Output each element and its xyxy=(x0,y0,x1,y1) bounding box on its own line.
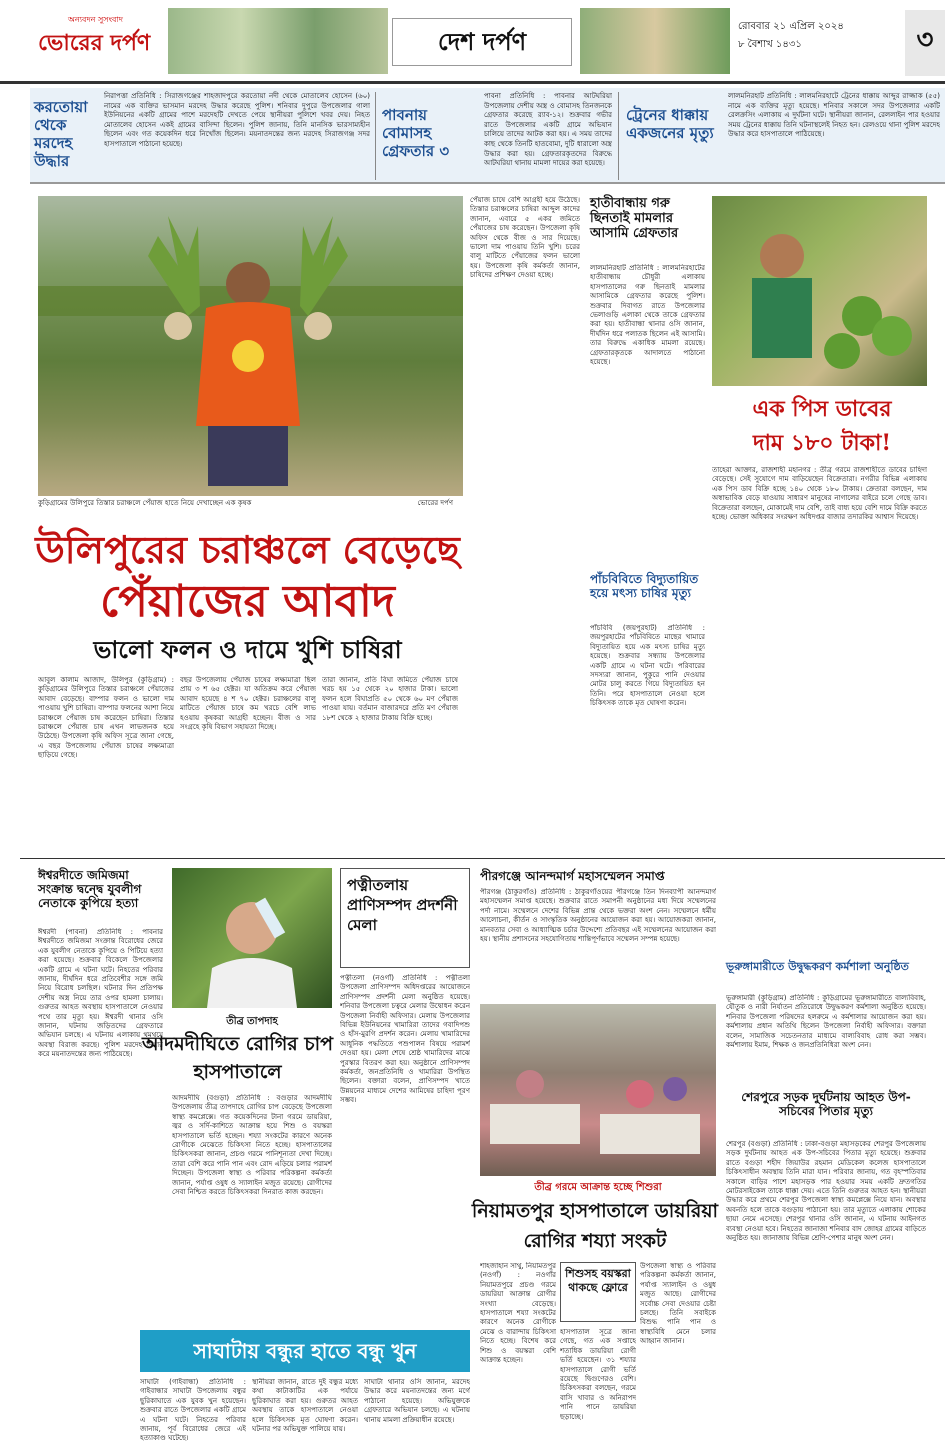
niamatpur-inset: শিশুসহ বয়স্করা থাকছে ফ্লোরে xyxy=(560,1262,636,1322)
section-title: দেশ দর্পণ xyxy=(437,27,527,56)
farm-photo-strip xyxy=(168,8,388,74)
onion-farmer-photo xyxy=(38,196,463,496)
saghata-headline: সাঘাটায় বন্ধুর হাতে বন্ধু খুন xyxy=(140,1330,470,1372)
photo-credit: ভোরের দর্পণ xyxy=(417,499,453,507)
strip-headline-3: ট্রেনের ধাক্কায় একজনের মৃত্যু xyxy=(626,106,714,142)
haatibandha-body: লালমনিরহাট প্রতিনিধি : লালমনিরহাটের হাতীবান্ধায় চৌধুরী এলাকায় হাসপাতালের গরু ছিনতাই মামলার আসামিকে গ্রেফতার করেছে পুলিশ। শুক্রবার দিবাগত রাতে উপজেলার ভেলাগুড়ি এলাকা থেকে তাকে গ্রেফতার করা হয়। হাতীবান্ধা থানার ওসি জানান, দীর্ঘদিন ধরে পলাতক ছিলেন এই আসামি। তার বিরুদ্ধে একাধিক মামলা রয়েছে। গ্রেফতারকৃতকে আদালতে পাঠানো হয়েছে। xyxy=(590,264,705,367)
bhurungamari-body: ভূরুঙ্গামারী (কুড়িগ্রাম) প্রতিনিধি : কুড়িগ্রামের ভূরুঙ্গামারীতে বাল্যবিবাহ, যৌতুক ও নারী নির্যাতন প্রতিরোধে উদ্বুদ্ধকরণ কর্মশালা অনুষ্ঠিত হয়েছে। শনিবার উপজেলা পরিষদের হলরুমে এ কর্মশালার আয়োজন করা হয়। কর্মশালায় প্রধান অতিথি ছিলেন উপজেলা নির্বাহী অফিসার। বক্তারা বলেন, সামাজিক সচেতনতার মাধ্যমে বাল্যবিবাহ রোধ করা সম্ভব। কর্মশালায় ইমাম, শিক্ষক ও জনপ্রতিনিধিরা অংশ নেন। xyxy=(726,994,926,1050)
dab-headline-line2: দাম ১৮০ টাকা! xyxy=(752,430,892,456)
niamatpur-kicker: তীব্র গরমে আক্রান্ত হচ্ছে শিশুরা xyxy=(534,1182,662,1193)
date-bengali: ৮ বৈশাখ ১৪৩১ xyxy=(738,39,802,50)
lead-body-col-2: বছর উপজেলায় পেঁয়াজ চাষের লক্ষ্যমাত্রা ছিল প্রায় ৩ শ ৬৫ হেক্টর। যা অতিক্রম করে পেঁয়াজ আবাদ হয়েছে ৪ শ ৭০ হেক্টর। চরাঞ্চলের বালু মাটিতে পেঁয়াজ চাষে কম খরচে বেশি লাভ হওয়ায় কৃষকরা আগ্রহী হচ্ছেন। বীজ ও সার সংগ্রহে কৃষি বিভাগ সহায়তা দিচ্ছে। xyxy=(180,676,316,732)
coconut-illustration xyxy=(712,196,927,386)
strip-headline-1: করতোয়া থেকে মরদেহ উদ্ধার xyxy=(34,98,88,170)
strip-body-3: লালমনিরহাট প্রতিনিধি : লালমনিরহাটে ট্রেনের ধাক্কায় আব্দুর রাজ্জাক (৫৫) নামে এক ব্যক্তির মৃত্যু হয়েছে। শনিবার সকালে সদর উপজেলার একটি রেলক্রসিং এলাকায় এ দুর্ঘটনা ঘটে। স্থানীয়রা জানান, রেললাইন পার হওয়ার সময় ট্রেনের ধাক্কায় তিনি ঘটনাস্থলেই নিহত হন। রেলওয়ে থানা পুলিশ মরদেহ উদ্ধার করে হাসপাতালে পাঠিয়েছে। xyxy=(728,92,940,139)
sherpur-headline: শেরপুরে সড়ক দুর্ঘটনায় আহত উপ-সচিবের পিতার মৃত্যু xyxy=(741,1090,911,1118)
hospital-illustration xyxy=(480,1004,716,1176)
hospital-ward-photo xyxy=(480,1004,716,1176)
niamatpur-body-col-2: হাসপাতাল সূত্রে জানা গেছে, গত এক সপ্তাহে শতাধিক ডায়রিয়া রোগী ভর্তি হয়েছেন। ৩১ শয্যার হাসপাতালে রোগী ভর্তি রয়েছে দ্বিগুণেরও বেশি। চিকিৎসকরা বলছেন, গরমে বাসি খাবার ও অনিরাপদ পানি পানে ডায়রিয়া ছড়াচ্ছে। xyxy=(560,1328,636,1421)
niamatpur-headline-line1: নিয়ামতপুর হাসপাতালে ডায়রিয়া xyxy=(471,1200,719,1222)
farm-photo-strip-right xyxy=(580,8,730,74)
niamatpur-headline-line2: রোগির শয্যা সংকট xyxy=(523,1230,667,1252)
saghata-body-col-2: স্থানীয়রা জানান, রাতে দুই বন্ধুর মধ্যে কথা কাটাকাটির এক পর্যায়ে ছুরিকাঘাত করা হয়। গুরুতর আহত অবস্থায় তাকে হাসপাতালে নেওয়া হলে চিকিৎসক মৃত ঘোষণা করেন। ঘটনার পর অভিযুক্ত পালিয়ে যায়। xyxy=(252,1378,358,1434)
fish-headline: পাঁচবিবিতে বিদ্যুতায়িত হয়ে মৎস্য চাষির মৃত্যু xyxy=(590,572,699,600)
lead-body-col-4: পেঁয়াজ চাষে বেশি আগ্রহী হয়ে উঠেছে। তিস্তার চরাঞ্চলের চাষিরা আব্দুল কাদের জানান, এবারে ৫ একর জমিতে পেঁয়াজের চাষ করেছেন। উপজেলা কৃষি অফিস থেকে বীজ ও সার দিয়েছে। ভালো দাম পাওয়ায় তিনি খুশি। চরের বালু মাটিতে পেঁয়াজের ফলন ভালো হয়। উপজেলা কৃষি কর্মকর্তা জানান, চাষিদের প্রশিক্ষণ দেওয়া হচ্ছে। xyxy=(470,196,580,280)
divider xyxy=(375,92,376,180)
farmer-illustration xyxy=(38,196,463,496)
lead-subhead: ভালো ফলন ও দামে খুশি চাষিরা xyxy=(93,635,402,664)
adamdighi-headline: আদমদীঘিতে রোগির চাপ হাসপাতালে xyxy=(141,1033,334,1083)
lead-body-col-3: তারা জানান, প্রতি বিঘা জমিতে পেঁয়াজ চাষে খরচ হয় ১৫ থেকে ২০ হাজার টাকা। ভালো ফলন হলে বিঘাপ্রতি ৫০ থেকে ৬০ মণ পেঁয়াজ পাওয়া যায়। বর্তমান বাজারদরে প্রতি মণ পেঁয়াজ ১৮শ থেকে ২ হাজার টাকায় বিক্রি হচ্ছে। xyxy=(322,676,458,722)
masthead xyxy=(0,0,945,84)
date-block xyxy=(738,18,898,68)
haatibandha-headline: হাতীবান্ধায় গরু ছিনতাই মামলার আসামি গ্রেফতার xyxy=(590,196,679,241)
sherpur-body: শেরপুর (বগুড়া) প্রতিনিধি : ঢাকা-বগুড়া মহাসড়কের শেরপুর উপজেলায় সড়ক দুর্ঘটনায় আহত এক উপ-সচিবের পিতার মৃত্যু হয়েছে। শুক্রবার রাতে বগুড়া শহীদ জিয়াউর রহমান মেডিকেল কলেজ হাসপাতালে চিকিৎসাধীন অবস্থায় তিনি মারা যান। পরিবার জানায়, গত বৃহস্পতিবার সকালে বাড়ির পাশে মহাসড়ক পার হওয়ার সময় একটি দ্রুতগতির মোটরসাইকেল তাকে ধাক্কা দেয়। এতে তিনি গুরুতর আহত হন। স্থানীয়রা উদ্ধার করে প্রথমে শেরপুর উপজেলা স্বাস্থ্য কমপ্লেক্সে নিয়ে যান। অবস্থার অবনতি হলে তাকে বগুড়ায় পাঠানো হয়। তার মৃত্যুতে এলাকায় শোকের ছায়া নেমে এসেছে। শেরপুর থানার ওসি জানান, এ ঘটনায় আইনগত ব্যবস্থা নেওয়া হবে। নিহতের জানাজা শনিবার বাদ জোহর গ্রামের বাড়িতে অনুষ্ঠিত হয়। জানাজায় বিভিন্ন শ্রেণি-পেশার মানুষ অংশ নেন। xyxy=(726,1140,926,1243)
dab-body: তাহেরা আক্তার, রাজশাহী মহানগর : তীব্র গরমে রাজশাহীতে ডাবের চাহিদা বেড়েছে। সেই সুযোগে দাম বাড়িয়েছেন বিক্রেতারা। নগরীর বিভিন্ন এলাকায় এক পিস ডাব বিক্রি হচ্ছে ১৪০ থেকে ১৮০ টাকায়। ক্রেতারা বলছেন, দাম অস্বাভাবিক বেড়ে যাওয়ায় সাধারণ মানুষের নাগালের বাইরে চলে গেছে ডাব। বিক্রেতারা বলছেন, মোকামেই দাম বেশি, তাই বাধ্য হয়ে বেশি দামে বিক্রি করতে হচ্ছে। ভোক্তা অধিকার সংরক্ষণ অধিদপ্তর বাজার তদারকির আশ্বাস দিয়েছে। xyxy=(712,466,927,522)
fish-body: পাঁচবিবি (জয়পুরহাট) প্রতিনিধি : জয়পুরহাটের পাঁচবিবিতে মাছের খামারে বিদ্যুতায়িত হয়ে এক মৎস্য চাষির মৃত্যু হয়েছে। শুক্রবার সন্ধ্যায় উপজেলার একটি গ্রামে এ ঘটনা ঘটে। পরিবারের সদস্যরা জানান, পুকুরে পানি দেওয়ার মোটর চালু করতে গিয়ে বিদ্যুতায়িত হন তিনি। পরে হাসপাতালে নেওয়া হলে চিকিৎসক তাকে মৃত ঘোষণা করেন। xyxy=(590,624,705,708)
strip-body-1: নিরাপত্তা প্রতিনিধি : সিরাজগঞ্জের শাহজাদপুরে করতোয়া নদী থেকে মোতালেব হোসেন (৬০) নামের এক ব্যক্তির ভাসমান মরদেহ উদ্ধার করেছে পুলিশ। শনিবার দুপুরে উপজেলার গালা ইউনিয়নের একটি গ্রামের পাশে মরদেহটি দেখতে পেয়ে স্থানীয়রা পুলিশে খবর দেয়। নিহত মোতালেব হোসেন একই গ্রামের বাসিন্দা ছিলেন। পুলিশ জানায়, তিনি মানসিক ভারসাম্যহীন ছিলেন এবং গত কয়েকদিন ধরে নিখোঁজ ছিলেন। ময়নাতদন্তের জন্য মরদেহ সিরাজগঞ্জ সদর হাসপাতালে পাঠানো হয়েছে। xyxy=(104,92,370,148)
adamdighi-body: আদমদীঘি (বগুড়া) প্রতিনিধি : বগুড়ার আদমদীঘি উপজেলায় তীব্র তাপদাহে রোগির চাপ বেড়েছে উপজেলা স্বাস্থ্য কমপ্লেক্সে। গত কয়েকদিনের টানা গরমে ডায়রিয়া, জ্বর ও সর্দি-কাশিতে আক্রান্ত হয়ে শিশু ও বয়স্করা হাসপাতালে ভর্তি হচ্ছেন। শয্যা সংকটের কারণে অনেক রোগীকে মেঝেতে চিকিৎসা নিতে হচ্ছে। হাসপাতালের চিকিৎসকরা জানান, প্রচণ্ড গরমে পানিশূন্যতা দেখা দিচ্ছে। তারা বেশি করে পানি পান এবং রোদ এড়িয়ে চলার পরামর্শ দিচ্ছেন। উপজেলা স্বাস্থ্য ও পরিবার পরিকল্পনা কর্মকর্তা জানান, পর্যাপ্ত ওষুধ ও স্যালাইন মজুত রয়েছে। রোগীদের সেবা নিশ্চিত করতে চিকিৎসকরা দিনরাত কাজ করছেন। xyxy=(172,1094,332,1197)
niamatpur-body-col-3: উপজেলা স্বাস্থ্য ও পরিবার পরিকল্পনা কর্মকর্তা জানান, পর্যাপ্ত স্যালাইন ও ওষুধ মজুত আছে। রোগীদের সর্বোচ্চ সেবা দেওয়ার চেষ্টা চলছে। তিনি সবাইকে বিশুদ্ধ পানি পান ও স্বাস্থ্যবিধি মেনে চলার আহ্বান জানান। xyxy=(640,1262,716,1346)
section-title-box xyxy=(392,18,572,66)
coconut-vendor-photo xyxy=(712,196,927,386)
photo-caption: কুড়িগ্রামের উলিপুরে তিস্তার চরাঞ্চলে পেঁয়াজ হাতে নিয়ে দেখাচ্ছেন এক কৃষক xyxy=(38,499,252,507)
patnitala-body: পত্নীতলা (নওগাঁ) প্রতিনিধি : পত্নীতলা উপজেলা প্রাণিসম্পদ অধিদপ্তরের আয়োজনে প্রাণিসম্পদ প্রদর্শনী মেলা অনুষ্ঠিত হয়েছে। শনিবার উপজেলা চত্বরে মেলার উদ্বোধন করেন উপজেলা নির্বাহী অফিসার। মেলায় উপজেলার বিভিন্ন ইউনিয়নের খামারিরা তাদের গবাদিপশু ও হাঁস-মুরগি প্রদর্শন করেন। মেলায় খামারিদের আধুনিক পদ্ধতিতে পশুপালন বিষয়ে পরামর্শ দেওয়া হয়। মেলা শেষে শ্রেষ্ঠ খামারিদের মাঝে পুরস্কার বিতরণ করা হয়। অনুষ্ঠানে প্রাণিসম্পদ কর্মকর্তা, জনপ্রতিনিধি ও খামারিরা উপস্থিত ছিলেন। বক্তারা বলেন, প্রাণিসম্পদ খাতে উন্নয়নের মাধ্যমে দেশের আমিষের চাহিদা পূরণ সম্ভব। xyxy=(340,974,470,1105)
patnitala-headline: পত্নীতলায় প্রাণিসম্পদ প্রদর্শনী মেলা xyxy=(340,868,470,968)
photo-caption-row xyxy=(38,496,463,510)
ishwardi-headline: ঈশ্বরদীতে জমিজমা সংক্রান্ত দ্বন্দ্বে যুবলীগ নেতাকে কুপিয়ে হত্যা xyxy=(38,868,142,910)
bhurungamari-headline: ভূরুঙ্গামারীতে উদ্বুদ্ধকরণ কর্মশালা অনুষ্ঠিত xyxy=(726,960,909,973)
lead-headline-line1: উলিপুরের চরাঞ্চলে বেড়েছে xyxy=(35,527,460,572)
strip-body-2: পাবনা প্রতিনিধি : পাবনার আটঘরিয়া উপজেলায় দেশীয় অস্ত্র ও বোমাসহ তিনজনকে গ্রেফতার করেছে র‌্যাব-১২। শুক্রবার গভীর রাতে উপজেলার একটি গ্রামে অভিযান চালিয়ে তাদের আটক করা হয়। এ সময় তাদের কাছ থেকে তিনটি হাতবোমা, দুটি ধারালো অস্ত্র উদ্ধার করা হয়। গ্রেফতারকৃতদের বিরুদ্ধে আটঘরিয়া থানায় মামলা দায়ের করা হয়েছে। xyxy=(484,92,612,168)
section-divider xyxy=(20,858,945,859)
lead-headline-line2: পেঁয়াজের আবাদ xyxy=(100,576,395,627)
pirganj-body: পীরগঞ্জ (ঠাকুরগাঁও) প্রতিনিধি : ঠাকুরগাঁওয়ের পীরগঞ্জে তিন দিনব্যাপী আনন্দমার্গ মহাসম্মেলন সমাপ্ত হয়েছে। শুক্রবার রাতে সমাপনী অনুষ্ঠানের মধ্য দিয়ে সম্মেলনের পর্দা নামে। সম্মেলনে দেশের বিভিন্ন প্রান্ত থেকে ভক্তরা অংশ নেন। সম্মেলনে ধর্মীয় আলোচনা, কীর্তন ও সাংস্কৃতিক অনুষ্ঠানের আয়োজন করা হয়। আয়োজকরা জানান, মানবতার সেবা ও আধ্যাত্মিক চর্চার উদ্দেশ্যে প্রতিবছর এই সম্মেলনের আয়োজন করা হয়। স্থানীয় প্রশাসনের সহযোগিতায় শান্তিপূর্ণভাবে সম্মেলন সম্পন্ন হয়েছে। xyxy=(480,888,716,944)
newspaper-logo: অন্যবদন সুসংবাদ ভোরের দর্পণ xyxy=(38,15,151,56)
saghata-body-col-1: সাঘাটা (গাইবান্ধা) প্রতিনিধি : গাইবান্ধার সাঘাটা উপজেলায় বন্ধুর ছুরিকাঘাতে এক যুবক খুন হয়েছেন। শুক্রবার রাতে উপজেলার একটি গ্রামে এ ঘটনা ঘটে। নিহতের পরিবার জানায়, পূর্ব বিরোধের জেরে এই হত্যাকাণ্ড ঘটেছে। xyxy=(140,1378,246,1443)
divider xyxy=(618,92,619,180)
ishwardi-body: ঈশ্বরদী (পাবনা) প্রতিনিধি : পাবনার ঈশ্বরদীতে জমিজমা সংক্রান্ত বিরোধের জেরে এক যুবলীগ নেতাকে কুপিয়ে ও পিটিয়ে হত্যা করা হয়েছে। শুক্রবার বিকেলে উপজেলার একটি গ্রামে এ ঘটনা ঘটে। নিহতের পরিবার জানায়, দীর্ঘদিন ধরে প্রতিবেশীর সঙ্গে জমি নিয়ে বিরোধ চলছিল। ঘটনার দিন প্রতিপক্ষ দেশীয় অস্ত্র নিয়ে তার ওপর হামলা চালায়। গুরুতর আহত অবস্থায় হাসপাতালে নেওয়ার পথে তার মৃত্যু হয়। ঈশ্বরদী থানার ওসি জানান, ঘটনায় জড়িতদের গ্রেফতারে অভিযান চলছে। এ ঘটনায় এলাকায় থমথমে অবস্থা বিরাজ করছে। পুলিশ মরদেহ উদ্ধার করে ময়নাতদন্তের জন্য পাঠিয়েছে। xyxy=(38,928,163,1059)
dab-headline-line1: এক পিস ডাবের xyxy=(752,396,892,422)
date-gregorian: রোববার ২১ এপ্রিল ২০২৪ xyxy=(738,21,844,32)
lead-body-col-1: আবুল কালাম আজাদ, উলিপুর (কুড়িগ্রাম) : কুড়িগ্রামের উলিপুরে তিস্তার চরাঞ্চলে পেঁয়াজের আবাদ বেড়েছে। বাম্পার ফলন ও ভালো দাম পাওয়ায় খুশি চাষিরা। বাম্পার ফলনের আশা নিয়ে চরাঞ্চলে পেঁয়াজ চাষ করেছেন চাষিরা। তিস্তার চরাঞ্চলে পেঁয়াজ চাষ এখন লাভজনক হয়ে উঠেছে। উপজেলা কৃষি অফিস সূত্রে জানা গেছে, এ বছর উপজেলায় পেঁয়াজ চাষের লক্ষ্যমাত্রা ছাড়িয়ে গেছে। xyxy=(38,676,174,760)
strip-headline-2: পাবনায় বোমাসহ গ্রেফতার ৩ xyxy=(382,106,450,160)
saghata-body-col-3: সাঘাটা থানার ওসি জানান, মরদেহ উদ্ধার করে ময়নাতদন্তের জন্য মর্গে পাঠানো হয়েছে। অভিযুক্তকে গ্রেফতারে অভিযান চলছে। এ ঘটনায় থানায় মামলা প্রক্রিয়াধীন রয়েছে। xyxy=(364,1378,470,1424)
pirganj-headline: পীরগঞ্জে আনন্দমার্গ মহাসম্মেলন সমাপ্ত xyxy=(480,869,665,883)
niamatpur-body-col-1: শাহজাহান সাথু, নিয়ামতপুর (নওগাঁ) : নওগাঁর নিয়ামতপুরে প্রচণ্ড গরমে ডায়রিয়া আক্রান্ত রোগীর সংখ্যা বেড়েছে। হাসপাতালে শয্যা সংকটের কারণে অনেক রোগীকে মেঝে ও বারান্দায় চিকিৎসা নিতে হচ্ছে। বিশেষ করে শিশু ও বয়স্করা বেশি আক্রান্ত হচ্ছেন। xyxy=(480,1262,556,1365)
woman-drinking-photo xyxy=(172,868,332,1008)
page-number: ৩ xyxy=(905,10,945,76)
top-news-strip xyxy=(30,88,945,184)
adamdighi-kicker: তীব্র তাপদাহ xyxy=(226,1016,278,1027)
woman-illustration xyxy=(172,868,332,1008)
